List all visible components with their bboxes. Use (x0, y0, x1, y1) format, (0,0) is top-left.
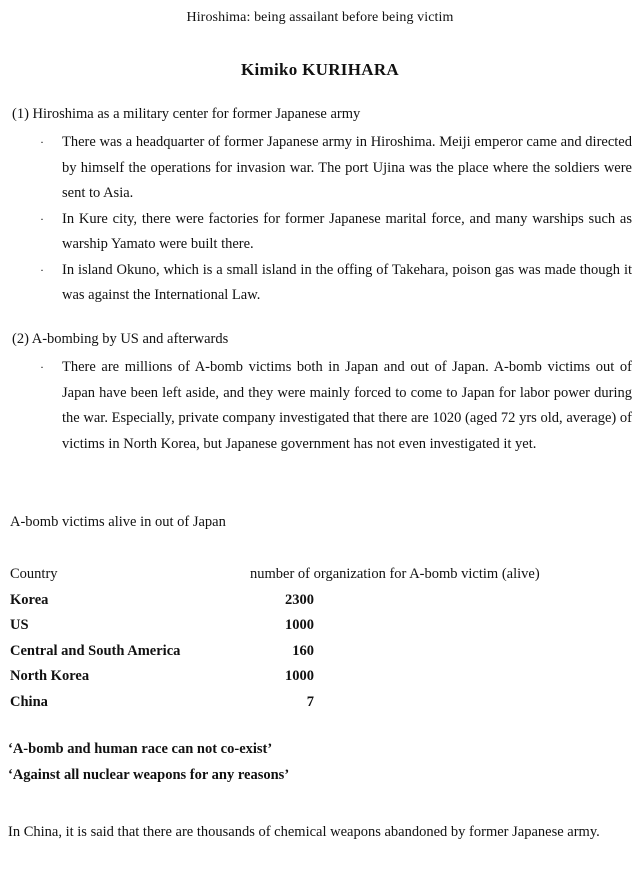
quote-1: ‘A-bomb and human race can not co-exist’ (8, 741, 273, 757)
author-name: Kimiko KURIHARA (241, 60, 399, 79)
table-row (10, 668, 630, 694)
table-row (10, 643, 630, 669)
document-title: Hiroshima: being assailant before being victim (186, 10, 454, 25)
bullet-icon: · (40, 360, 44, 374)
list-item: · There are millions of A-bomb victims both in Japan and out of Japan. A-bomb victims out of Japan have been left aside, and they were mainly forced to come to Japan for labor power during the war. Especially, private company investigated that there are 1020 (aged 72 yrs old, average) of victims in North Korea, but Japanese government has not even investigated it yet. (40, 355, 632, 457)
column-header-count: number of organization for A-bomb victim (alive) (250, 566, 540, 582)
table-row (10, 617, 630, 643)
count-cell: 160 (292, 642, 314, 659)
section-2-heading: (2) A-bombing by US and afterwards (12, 331, 229, 347)
section-1-bullet-list (40, 130, 632, 309)
country-cell: Central and South America (10, 642, 181, 659)
count-cell: 1000 (285, 617, 314, 633)
quote-2: ‘Against all nuclear weapons for any reasons’ (8, 767, 290, 783)
country-cell: China (10, 693, 48, 710)
count-cell: 7 (306, 693, 314, 710)
bullet-icon: · (40, 211, 44, 226)
count-cell: 1000 (285, 668, 314, 684)
country-cell: US (10, 617, 29, 633)
table-row (10, 694, 630, 720)
table-row (10, 592, 630, 618)
list-item: · In island Okuno, which is a small island in the offing of Takehara, poison gas was made though it was against the International Law. (40, 258, 632, 309)
section-1-heading: (1) Hiroshima as a military center for former Japanese army (12, 106, 361, 122)
victims-table (10, 566, 630, 719)
bullet-icon: · (40, 135, 44, 149)
list-item: · In Kure city, there were factories for former Japanese marital force, and many warships such as warship Yamato were built there. (40, 207, 632, 258)
table-header-row (10, 566, 630, 592)
country-cell: North Korea (10, 668, 90, 684)
bullet-icon: · (40, 262, 44, 277)
column-header-country: Country (10, 566, 58, 582)
section-2-bullet-list (40, 355, 632, 457)
count-cell: 2300 (285, 591, 314, 608)
table-caption: A-bomb victims alive in out of Japan (10, 514, 226, 530)
closing-paragraph: In China, it is said that there are thousands of chemical weapons abandoned by former Japanese army. (8, 824, 600, 840)
country-cell: Korea (10, 591, 49, 608)
list-item: · There was a headquarter of former Japanese army in Hiroshima. Meiji emperor came and directed by himself the operations for invasion war. The port Ujina was the place where the soldiers were sent to Asia. (40, 130, 632, 207)
